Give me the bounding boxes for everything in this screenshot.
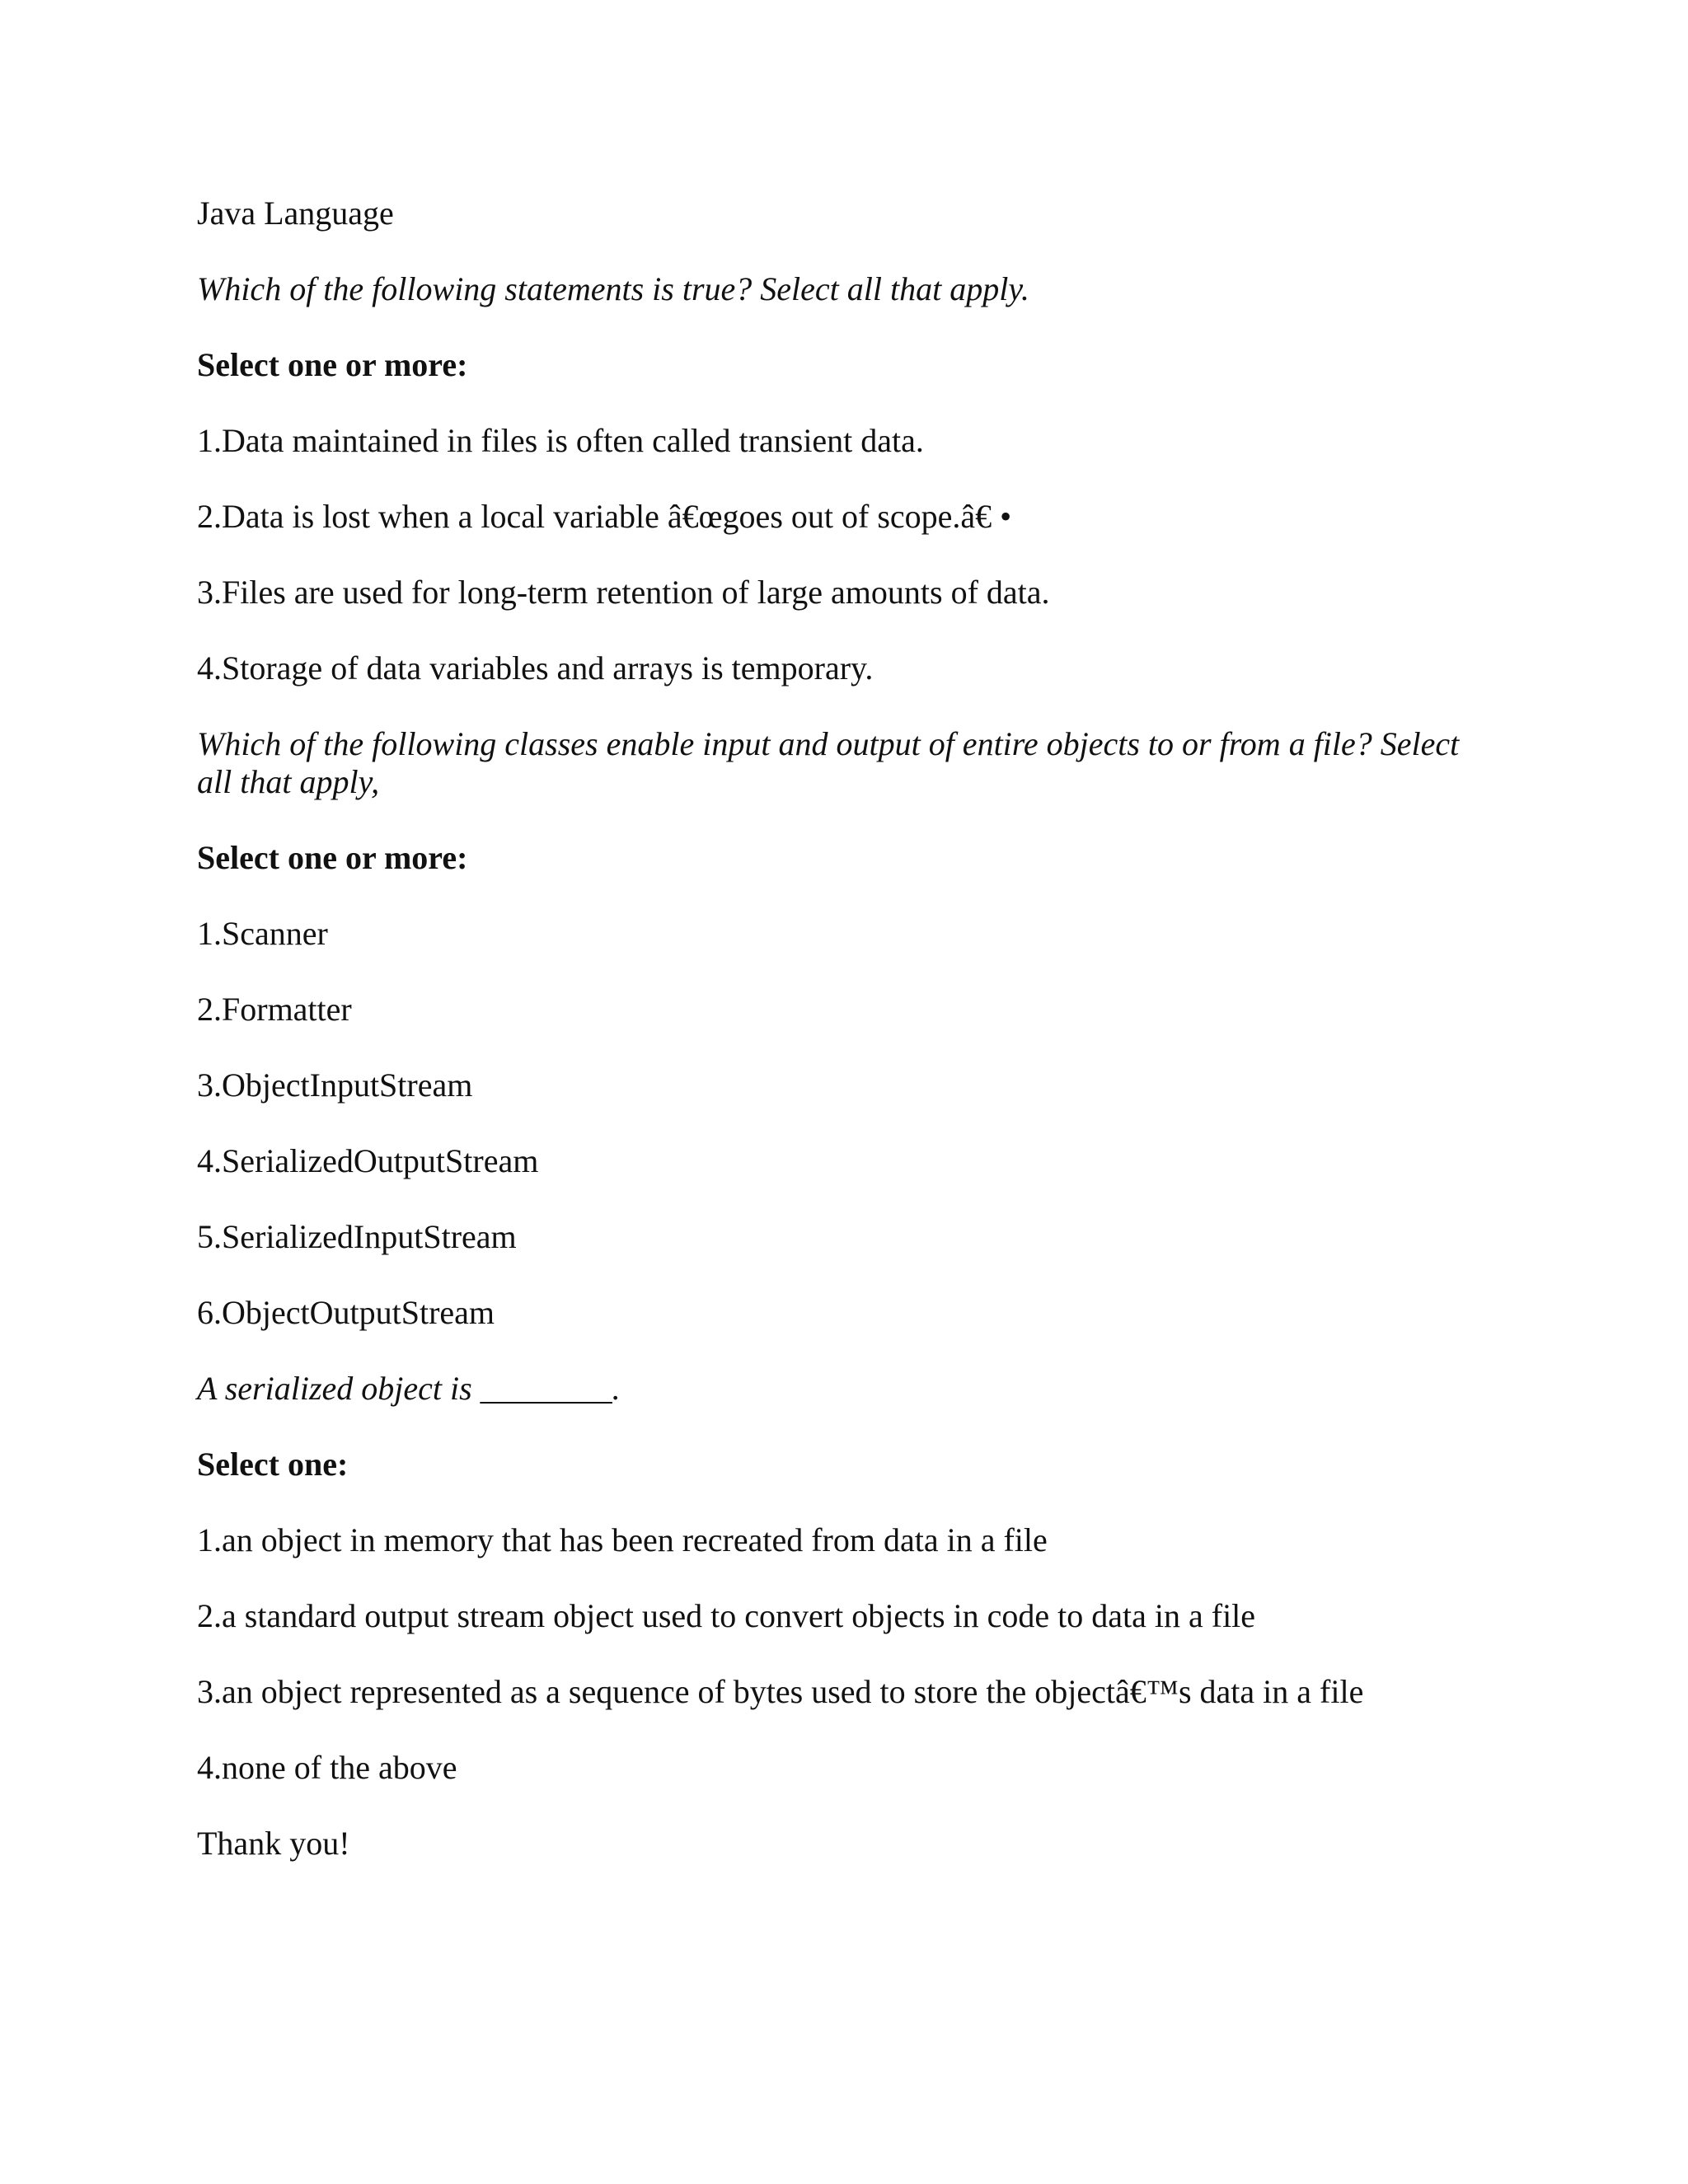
question-3-prompt: A serialized object is ________. <box>197 1370 621 1407</box>
question-1-prompt: Which of the following statements is true? Select all that apply. <box>197 270 1029 307</box>
question-2-option-1: 1.Scanner <box>197 915 328 952</box>
document-title: Java Language <box>197 194 394 232</box>
question-1-option-4: 4.Storage of data variables and arrays is temporary. <box>197 649 874 687</box>
question-3-instruction: Select one: <box>197 1446 349 1483</box>
question-3-option-2: 2.a standard output stream object used to convert objects in code to data in a file <box>197 1597 1256 1634</box>
question-2-option-6: 6.ObjectOutputStream <box>197 1294 495 1331</box>
closing-text: Thank you! <box>197 1825 350 1862</box>
question-1-option-1: 1.Data maintained in files is often called transient data. <box>197 422 924 459</box>
question-1-option-3: 3.Files are used for long-term retention of large amounts of data. <box>197 574 1050 611</box>
question-2-prompt: Which of the following classes enable input and output of entire objects to or from a file? Select all that apply, <box>197 725 1460 800</box>
question-2-option-3: 3.ObjectInputStream <box>197 1066 473 1104</box>
question-3-option-4: 4.none of the above <box>197 1749 457 1786</box>
question-1-instruction: Select one or more: <box>197 346 468 383</box>
question-3-option-1: 1.an object in memory that has been recreated from data in a file <box>197 1521 1048 1558</box>
question-3-option-3: 3.an object represented as a sequence of bytes used to store the objectâ€™s data in a file <box>197 1673 1364 1710</box>
question-2-option-2: 2.Formatter <box>197 991 352 1028</box>
question-2-option-5: 5.SerializedInputStream <box>197 1218 517 1255</box>
question-2-option-4: 4.SerializedOutputStream <box>197 1142 539 1179</box>
question-1-option-2: 2.Data is lost when a local variable â€œgoes out of scope.â€ • <box>197 498 1012 535</box>
question-2-instruction: Select one or more: <box>197 839 468 876</box>
